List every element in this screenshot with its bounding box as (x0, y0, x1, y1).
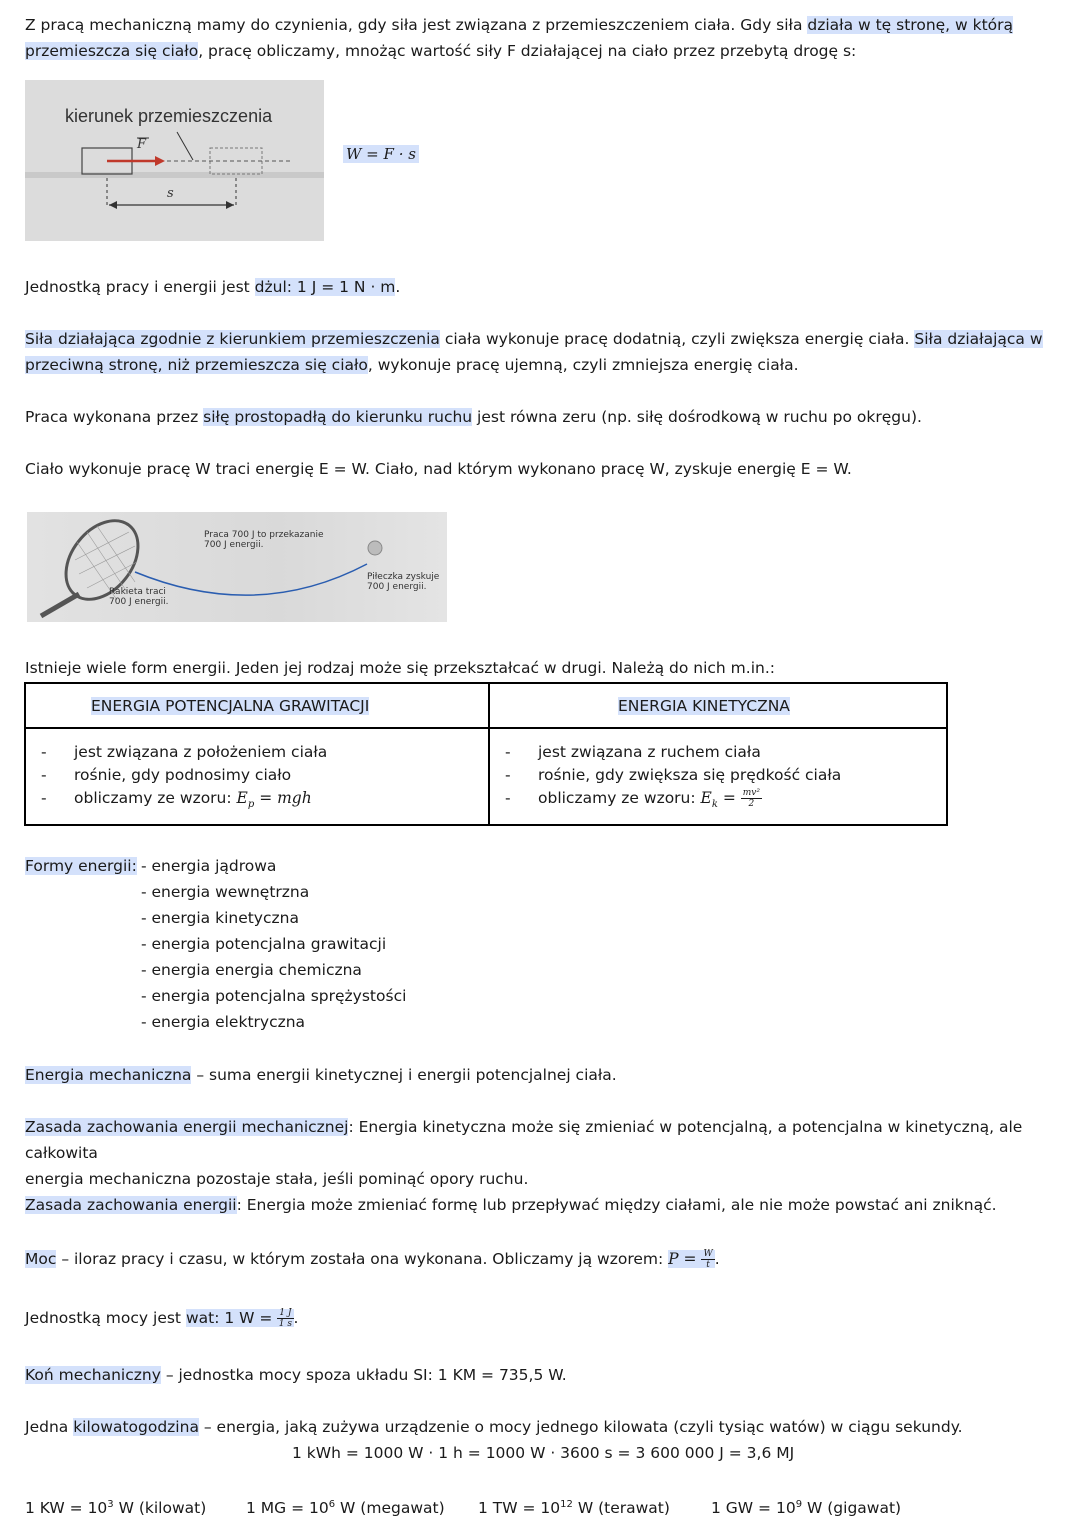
power-text: – iloraz pracy i czasu, w którym została ona wykonana. Obliczamy ją wzorem: (56, 1250, 669, 1268)
power-paragraph (25, 1246, 720, 1272)
conservation-mech-text-2: energia mechaniczna pozostaje stała, jeśli pominąć opory ruchu. (25, 1170, 529, 1188)
intro-highlight-1: działa w tę stronę, w którą (807, 16, 1014, 34)
power-end: . (714, 1250, 720, 1268)
intro-paragraph (25, 12, 1045, 64)
table-header-potential (25, 683, 489, 728)
perpendicular-highlight: siłę prostopadłą do kierunku ruchu (203, 408, 473, 426)
conservation-mech-paragraph (25, 1114, 1060, 1192)
work-diagram-svg (25, 80, 324, 241)
racket-handle (41, 594, 79, 616)
racket-label: Rakieta traci 700 J energii. (109, 587, 169, 607)
unit-kilowatt: 1 KW = $10^3$ W (kilowat) (25, 1499, 207, 1518)
unit-work-end: . (395, 278, 401, 296)
mech-energy-highlight: Energia mechaniczna (25, 1066, 192, 1084)
ball (368, 541, 382, 555)
unit-power-paragraph (25, 1305, 298, 1331)
kinetic-formula: $E_k$ = (700, 789, 741, 811)
list-item: - energia kinetyczna (141, 909, 299, 927)
perpendicular-paragraph (25, 404, 922, 430)
work-diagram-image (25, 80, 324, 241)
kinetic-header-text: ENERGIA KINETYCZNA (618, 696, 790, 715)
intro-text-2: , pracę obliczamy, mnożąc wartość siły F działającej na ciało przez przebytą drogę s: (198, 42, 857, 60)
list-item (26, 787, 488, 816)
force-label: F (137, 137, 147, 152)
table-header-kinetic (489, 683, 947, 728)
list-item: - rośnie, gdy zwiększa się prędkość ciała (490, 764, 946, 787)
list-item (490, 787, 946, 816)
work-sign-highlight-3: przeciwną stronę, niż przemieszcza się ciało (25, 356, 368, 374)
conservation-mech-highlight: Zasada zachowania energii mechanicznej (25, 1118, 349, 1136)
horsepower-highlight: Koń mechaniczny (25, 1366, 161, 1384)
formula-intro: obliczamy ze wzoru: (538, 789, 701, 807)
unit-gigawatt: 1 GW = $10^9$ W (gigawat) (711, 1499, 902, 1518)
conservation-highlight: Zasada zachowania energii (25, 1196, 237, 1214)
power-formula: P = $\frac{W}{t}$ (668, 1249, 713, 1270)
horsepower-text: – jednostka mocy spoza układu SI: 1 KM = 735,5 W. (160, 1366, 567, 1384)
kinetic-fraction: $\frac{\text{mv²}}{2}$ (742, 788, 760, 809)
list-item: - energia potencjalna sprężystości (141, 987, 407, 1005)
unit-work-text: Jednostką pracy i energii jest (25, 278, 255, 296)
tennis-svg (27, 512, 447, 622)
distance-label: s (167, 186, 174, 201)
perpendicular-end: jest równa zeru (np. siłę dośrodkową w ruchu po okręgu). (472, 408, 922, 426)
kwh-equation: 1 kWh = 1000 W · 1 h = 1000 W · 3600 s = 3 600 000 J = 3,6 MJ (292, 1444, 795, 1462)
forms-intro: Istnieje wiele form energii. Jeden jej rodzaj może się przekształcać w drugi. Należą do nich m.in.: (25, 659, 775, 677)
unit-work-highlight: dżul: 1 J = 1 N · m (254, 278, 396, 296)
mech-energy-paragraph (25, 1062, 617, 1088)
potential-header-text: ENERGIA POTENCJALNA GRAWITACJI (91, 696, 370, 715)
unit-power-highlight: wat: 1 W = $\frac{1 J}{1 s}$ (185, 1308, 292, 1329)
forms-label-text: Formy energii: (25, 857, 137, 875)
unit-power-end: . (293, 1309, 299, 1327)
unit-megawatt: 1 MG = $10^6$ W (megawat) (246, 1499, 445, 1518)
list-item: - energia wewnętrzna (141, 883, 310, 901)
list-item: - energia energia chemiczna (141, 961, 362, 979)
transfer-label: Praca 700 J to przekazanie 700 J energii. (204, 530, 324, 550)
work-formula: W = F · s (343, 145, 419, 163)
perpendicular-text: Praca wykonana przez (25, 408, 204, 426)
work-sign-highlight-1: Siła działająca zgodnie z kierunkiem przemieszczenia (25, 330, 440, 348)
conservation-mech-text-1: : Energia kinetyczna może się zmieniać w potencjalną, a potencjalna w kinetyczną, ale całkowita (25, 1118, 1023, 1162)
work-sign-highlight-2: Siła działająca w (914, 330, 1043, 348)
unit-terawatt: 1 TW = $10^{12}$ W (terawat) (478, 1499, 670, 1518)
horsepower-paragraph (25, 1362, 567, 1388)
work-sign-paragraph (25, 326, 1055, 378)
work-sign-text-2: , wykonuje pracę ujemną, czyli zmniejsza energię ciała. (367, 356, 799, 374)
energy-table (24, 682, 948, 826)
kwh-prefix: Jedna (25, 1418, 74, 1436)
kwh-text: – energia, jaką zużywa urządzenie o mocy jednego kilowata (czyli tysiąc watów) w ciągu sekundy. (198, 1418, 963, 1436)
list-item: - energia potencjalna grawitacji (141, 935, 387, 953)
formula-intro: obliczamy ze wzoru: (74, 789, 237, 807)
conservation-paragraph (25, 1192, 997, 1218)
intro-text-1: Z pracą mechaniczną mamy do czynienia, gdy siła jest związana z przemieszczeniem ciała. Gdy siła (25, 16, 808, 34)
unit-power-text: Jednostką mocy jest (25, 1309, 186, 1327)
potential-formula: $E_p$ = mgh (236, 789, 312, 811)
ball-label: Piłeczka zyskuje 700 J energii. (367, 572, 440, 592)
kinetic-cell (489, 728, 947, 825)
direction-caption: kierunek przemieszczenia (65, 106, 273, 126)
work-sign-text-1: ciała wykonuje pracę dodatnią, czyli zwiększa energię ciała. (439, 330, 915, 348)
kwh-highlight: kilowatogodzina (73, 1418, 199, 1436)
list-item: - energia elektryczna (141, 1013, 306, 1031)
potential-cell (25, 728, 489, 825)
forms-list (141, 853, 406, 1035)
power-highlight: Moc (25, 1250, 57, 1268)
unit-work-paragraph (25, 274, 400, 300)
forms-label (25, 853, 137, 879)
energy-transfer-paragraph: Ciało wykonuje pracę W traci energię E = W. Ciało, nad którym wykonano pracę W, zyskuje energię E = W. (25, 460, 852, 478)
list-item: - energia jądrowa (141, 857, 277, 875)
list-item: - jest związana z położeniem ciała (26, 741, 488, 764)
ball-path (135, 564, 367, 595)
intro-highlight-2: przemieszcza się ciało (25, 42, 199, 60)
conservation-text: : Energia może zmieniać formę lub przepływać między ciałami, ale nie może powstać ani zniknąć. (236, 1196, 997, 1214)
tennis-image (27, 512, 447, 622)
kwh-paragraph (25, 1414, 1055, 1440)
list-item: - rośnie, gdy podnosimy ciało (26, 764, 488, 787)
mech-energy-text: – suma energii kinetycznej i energii potencjalnej ciała. (191, 1066, 617, 1084)
list-item: - jest związana z ruchem ciała (490, 741, 946, 764)
